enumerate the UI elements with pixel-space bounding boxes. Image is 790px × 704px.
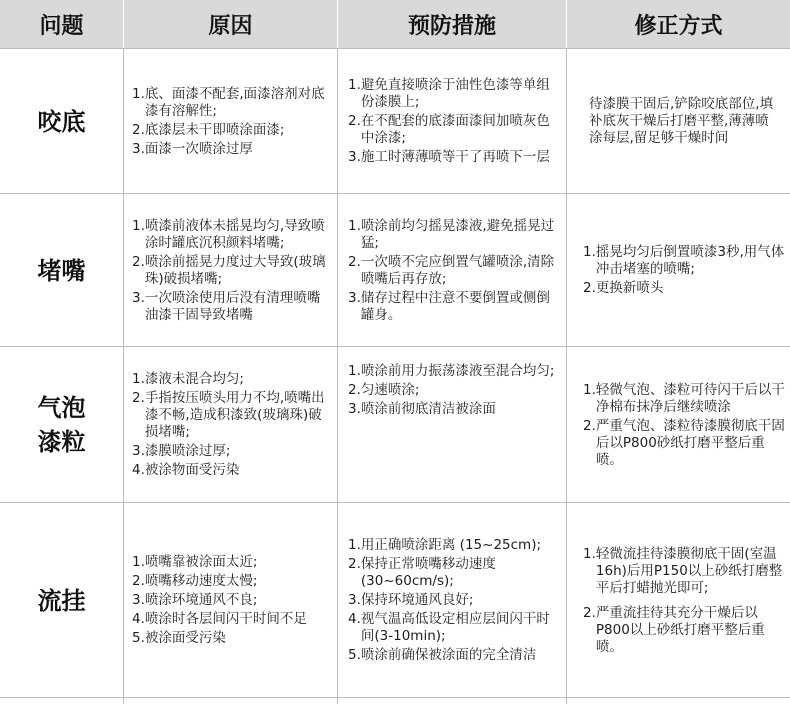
list-item: 1. 底、面漆不配套,面漆溶剂对底漆有溶解性;: [132, 85, 325, 119]
list-item: 5. 喷涂前确保被涂面的完全清洁: [348, 647, 537, 663]
list-item: 2. 在不配套的底漆面漆间加喷灰色中涂漆;: [348, 113, 550, 146]
list-item: 2. 手指按压喷头用力不均,喷嘴出漆不畅,造成积漆致(玻璃珠)破损堵嘴;: [132, 390, 325, 440]
list-item: 1. 轻微流挂待漆膜彻底干固(室温16h)后用P150以上砂纸打磨整平后打蜡抛光即可;: [583, 545, 783, 596]
problem-name: 咬底: [37, 107, 86, 136]
list-item: 4. 喷涂时各层间闪干时间不足: [132, 611, 307, 627]
list-item: 4. 视气温高低设定相应层间闪干时间(3-10min);: [348, 611, 550, 644]
table-row: [0, 193, 790, 347]
list-item: 2. 喷涂前摇晃力度过大导致(玻璃珠)破损堵嘴;: [132, 253, 326, 287]
list-item: 5. 被涂面受污染: [132, 630, 226, 646]
header-cause: 原因: [123, 0, 337, 48]
list-item: 2. 严重流挂待其充分干燥后以P800以上砂纸打磨平整后重喷。: [583, 604, 765, 655]
prevention-cell: [337, 503, 566, 698]
table-header: [0, 0, 790, 48]
list-item: 2. 严重气泡、漆粒待漆膜彻底干固后以P800砂纸打磨平整后重喷。: [583, 417, 785, 468]
list-item: 3. 一次喷涂使用后没有清理喷嘴油漆干固导致堵嘴: [132, 289, 321, 323]
list-item: 2. 一次喷不完应倒置气罐喷涂,清除喷嘴后再存放;: [348, 253, 555, 287]
table-row: [0, 48, 790, 194]
correction-cell: [566, 194, 790, 347]
list-item: 1. 轻微气泡、漆粒可待闪干后以干净棉布抹净后继续喷涂: [583, 381, 785, 415]
list-item: 3. 喷涂环境通风不良;: [132, 592, 258, 608]
correction-cell: [566, 503, 790, 698]
list-item: 2. 匀速喷涂;: [348, 382, 420, 398]
list-item: 3. 喷涂前彻底清洁被涂面: [348, 401, 496, 417]
header-prevention: 预防措施: [337, 0, 566, 48]
list-item: 2. 保持正常喷嘴移动速度(30~60cm/s);: [348, 556, 496, 589]
list-item: 3. 漆膜喷涂过厚;: [132, 443, 231, 459]
list-item: 1. 用正确喷涂距离 (15~25cm);: [348, 537, 542, 553]
problem-name: 流挂: [37, 586, 86, 615]
list-item: 1. 喷漆前液体未摇晃均匀,导致喷涂时罐底沉积颜料堵嘴;: [132, 217, 325, 251]
prevention-cell: [337, 194, 566, 347]
prevention-cell: [337, 49, 566, 194]
cause-cell: [123, 194, 337, 347]
problem-name: 堵嘴: [37, 256, 86, 285]
problem-name: 气泡 漆粒: [37, 394, 86, 456]
cause-cell: [123, 503, 337, 698]
cause-cell: [123, 347, 337, 503]
list-item: 2. 底漆层未干即喷涂面漆;: [132, 121, 285, 138]
header-problem: 问题: [39, 13, 84, 39]
list-item: 3. 保持环境通风良好;: [348, 592, 474, 608]
list-item: 1. 避免直接喷涂于油性色漆等单组份漆膜上;: [348, 77, 550, 110]
header-correction: 修正方式: [566, 0, 790, 48]
prevention-cell: [337, 347, 566, 503]
list-item: 4. 被涂物面受污染: [132, 462, 240, 478]
correction-cell: [566, 347, 790, 503]
correction-cell: [566, 49, 790, 194]
list-item: 1. 喷涂前均匀摇晃漆液,避免摇晃过猛;: [348, 217, 555, 251]
list-item: 1. 喷涂前用力振荡漆液至混合均匀;: [348, 363, 555, 379]
list-item: 1. 漆液未混合均匀;: [132, 371, 244, 387]
list-item: 2. 更换新喷头: [583, 280, 664, 296]
table-row: [0, 346, 790, 503]
table-row: [0, 502, 790, 698]
list-item: 1. 摇晃均匀后倒置喷漆3秒,用气体冲击堵塞的喷嘴;: [583, 244, 785, 277]
cause-cell: [123, 49, 337, 194]
list-item: 3. 储存过程中注意不要倒置或侧倒罐身。: [348, 289, 550, 323]
list-item: 3. 面漆一次喷涂过厚: [132, 140, 253, 157]
correction-text: 待漆膜干固后,铲除咬底部位,填补底灰干燥后打磨平整,薄薄喷涂每层,留足够干燥时间: [589, 96, 774, 146]
list-item: 1. 喷嘴靠被涂面太近;: [132, 554, 258, 570]
list-item: 2. 喷嘴移动速度太慢;: [132, 573, 258, 589]
list-item: 3. 施工时薄薄喷等干了再喷下一层: [348, 149, 550, 165]
